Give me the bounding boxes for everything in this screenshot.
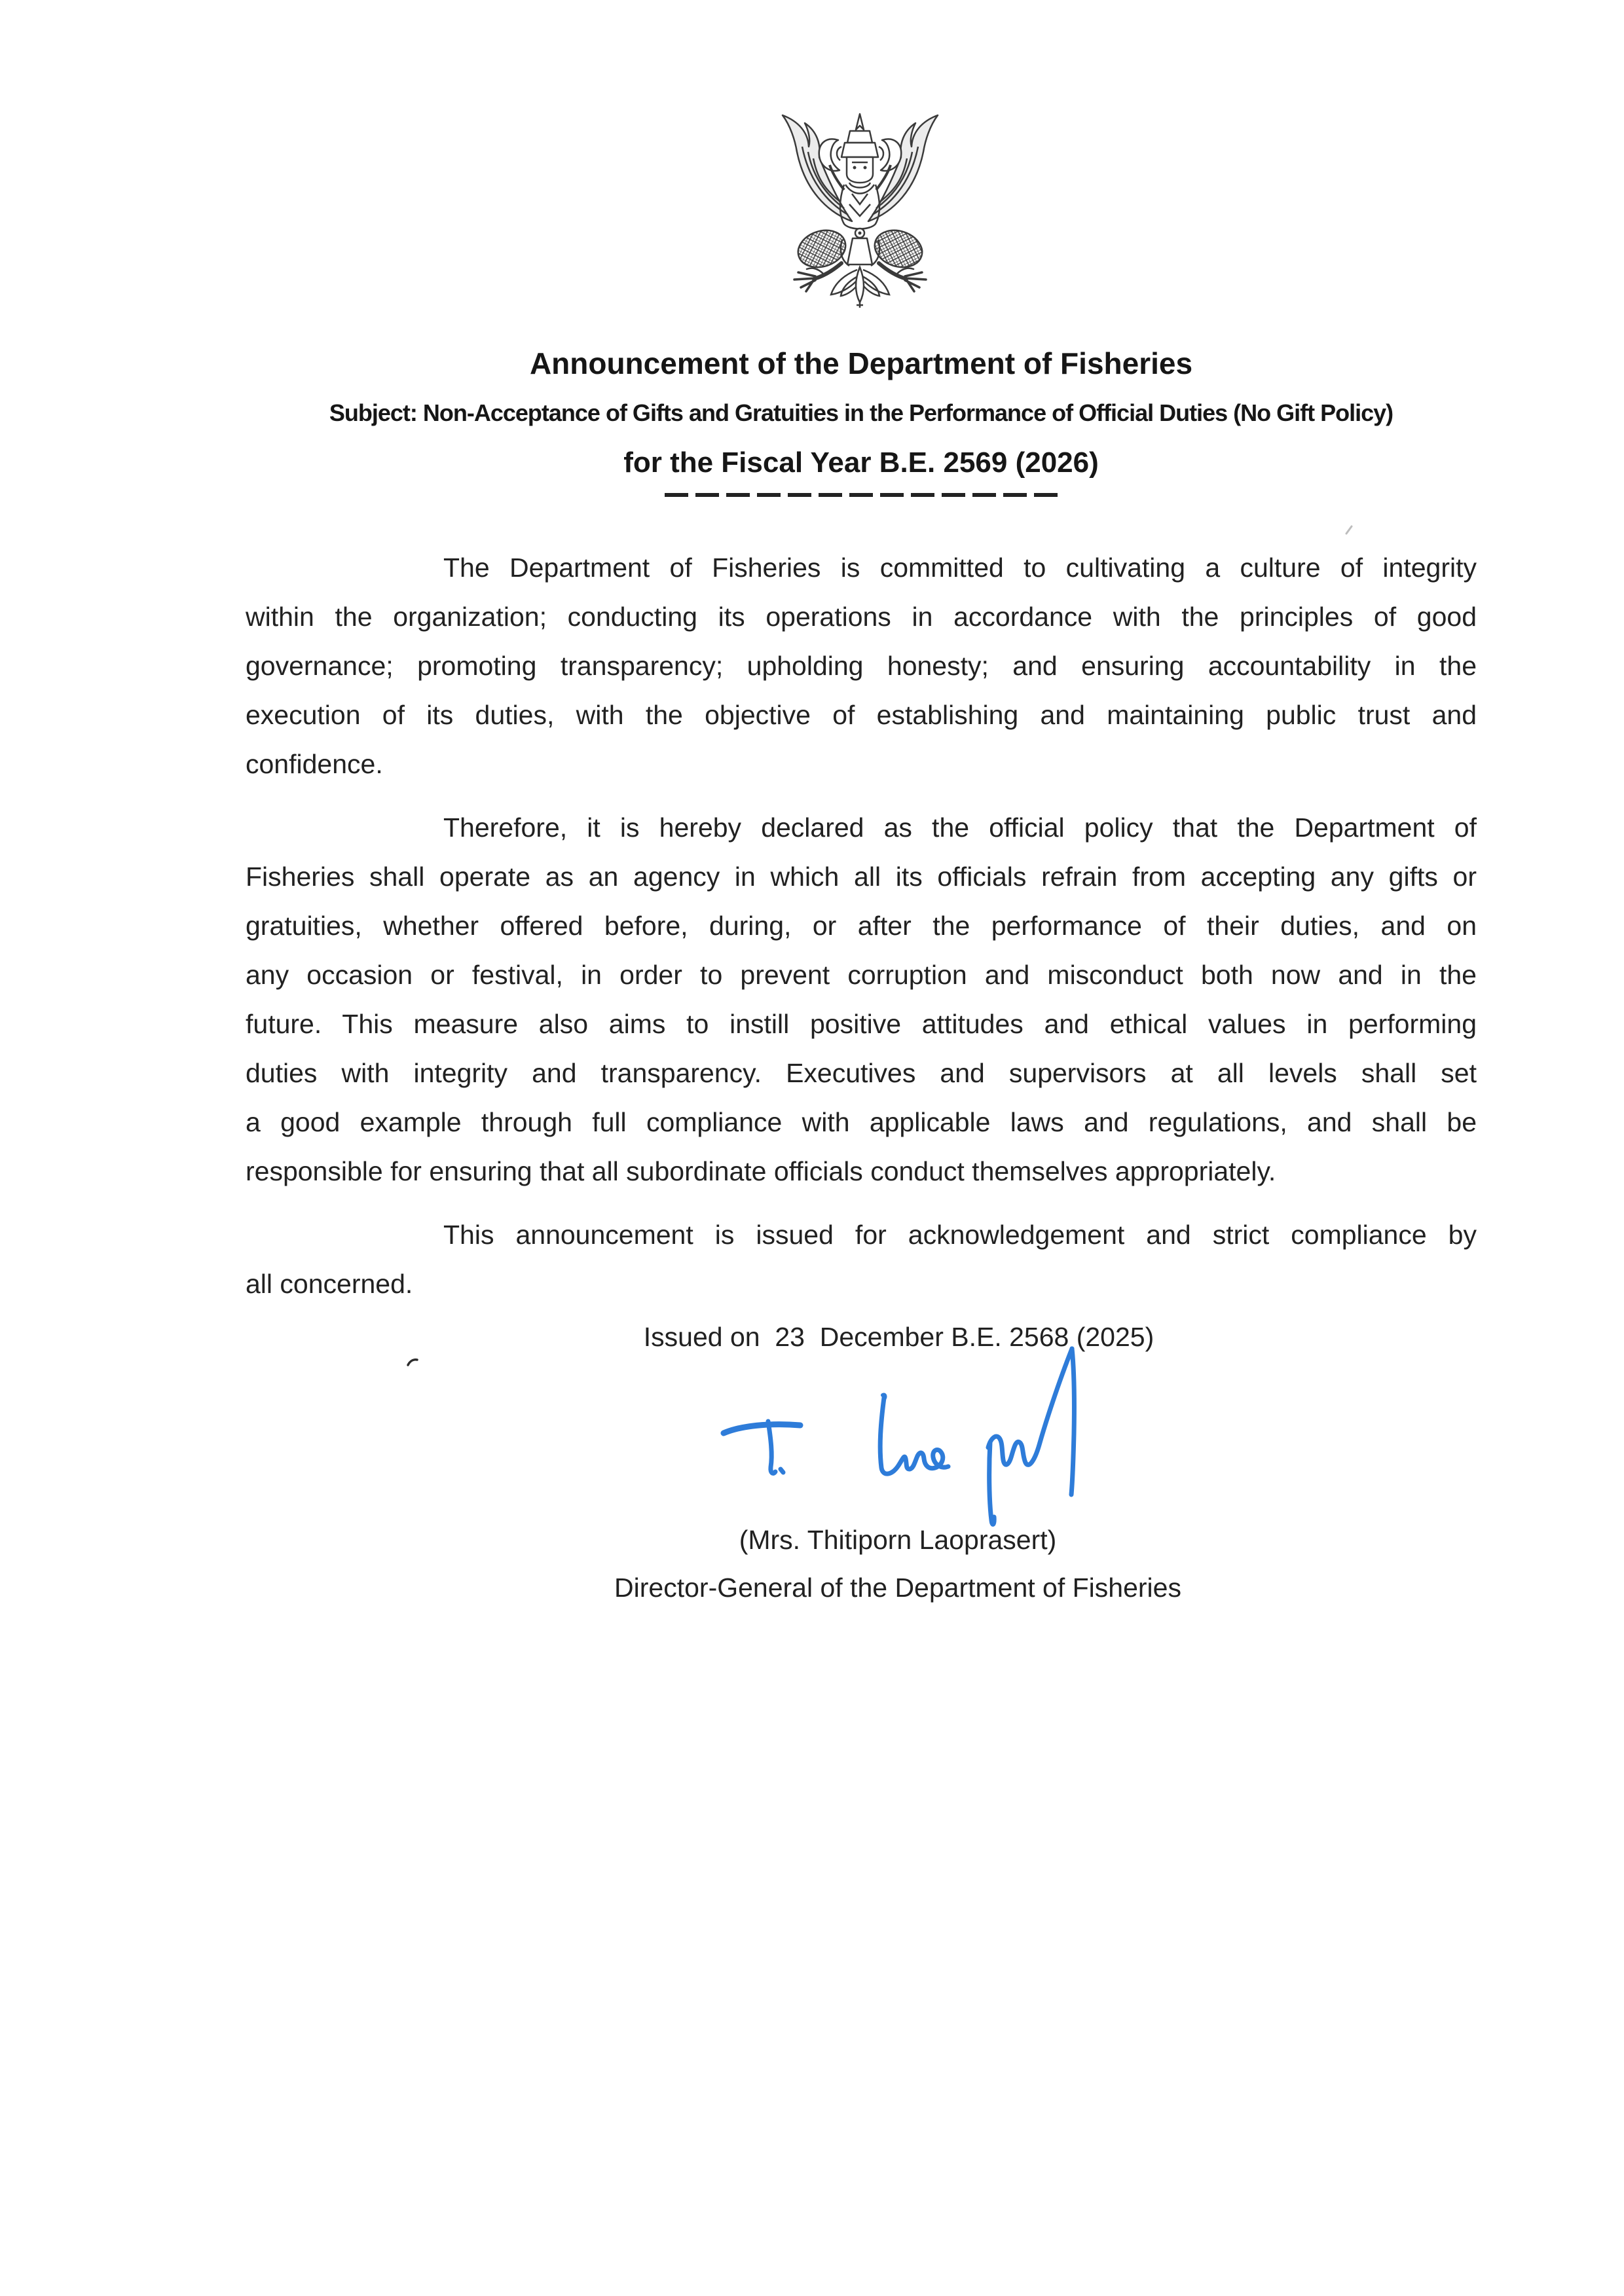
paragraph-1 [246,543,1477,789]
garuda-emblem [776,111,944,308]
text-line: all concerned. [246,1269,413,1299]
text-line: execution of its duties, with the objective of establishing and maintaining public trust and [246,700,1477,730]
paragraph-2 [246,803,1477,1196]
text-line: The Department of Fisheries is committed to cultivating a culture of integrity [443,553,1477,583]
text-line: within the organization; conducting its operations in accordance with the principles of good [246,602,1477,632]
subject-line: Subject: Non-Acceptance of Gifts and Gratuities in the Performance of Official Duties (No Gift Policy) [329,399,1393,426]
text-line: Therefore, it is hereby declared as the official policy that the Department of [443,812,1477,843]
scan-artifact [1344,524,1354,537]
text-line: any occasion or festival, in order to prevent corruption and misconduct both now and in the [246,960,1477,990]
text-line: future. This measure also aims to instill positive attitudes and ethical values in performing [246,1009,1477,1039]
title-block [246,338,1477,497]
fiscal-year-line: for the Fiscal Year B.E. 2569 (2026) [623,446,1099,479]
text-line: responsible for ensuring that all subordinate officials conduct themselves appropriately. [246,1156,1276,1186]
text-line: a good example through full compliance with applicable laws and regulations, and shall be [246,1107,1477,1137]
document-body [246,543,1477,1323]
issued-date-line: Issued on 23 December B.E. 2568 (2025) [643,1322,1154,1352]
text-line: duties with integrity and transparency. Executives and supervisors at all levels shall set [246,1058,1477,1088]
scan-artifact [406,1357,419,1368]
signer-title: Director-General of the Department of Fisheries [614,1573,1181,1603]
text-line: This announcement is issued for acknowledgement and strict compliance by [443,1220,1477,1250]
paragraph-3 [246,1211,1477,1309]
signer-name: (Mrs. Thitiporn Laoprasert) [739,1525,1057,1555]
document-title: Announcement of the Department of Fisheries [529,346,1193,380]
text-line: governance; promoting transparency; upholding honesty; and ensuring accountability in the [246,651,1477,681]
dashed-divider [665,493,1058,497]
text-line: confidence. [246,749,383,779]
text-line: Fisheries shall operate as an agency in which all its officials refrain from accepting any gifts or [246,862,1477,892]
text-line: gratuities, whether offered before, during, or after the performance of their duties, and on [246,911,1477,941]
